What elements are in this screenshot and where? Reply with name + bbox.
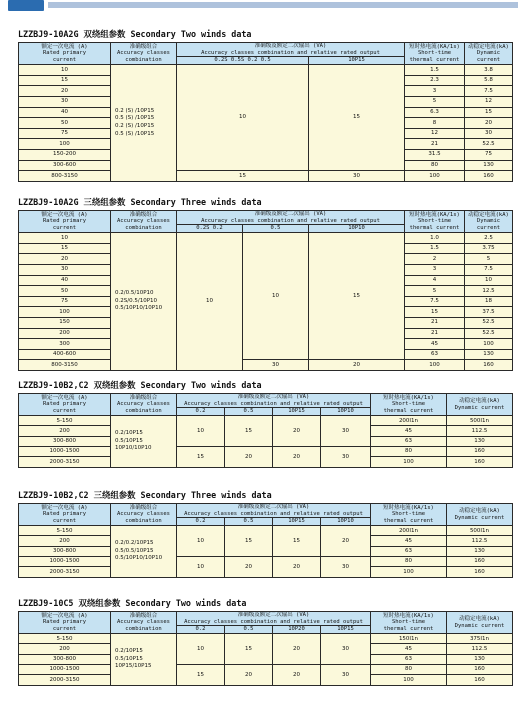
- output-value-cell: 30: [321, 634, 371, 665]
- accuracy-combination-header: 准确级组合 Accuracy classes combination: [111, 211, 177, 233]
- dynamic-current-cell: 160: [447, 675, 513, 685]
- dynamic-current-cell: 160: [447, 557, 513, 567]
- left-margin: [0, 12, 10, 721]
- output-value-cell: 15: [225, 416, 273, 447]
- thermal-current-cell: 80: [405, 160, 465, 171]
- dynamic-current-cell: 7.5: [465, 264, 513, 275]
- accuracy-class-subheader: 0.2S 0.2: [177, 225, 243, 233]
- dynamic-current-header: 动稳定电流(kA) Dynamic current: [465, 43, 513, 65]
- dynamic-current-cell: 130: [447, 436, 513, 446]
- dynamic-current-cell: 3.8: [465, 65, 513, 76]
- dynamic-current-cell: 12.5: [465, 286, 513, 297]
- thermal-current-cell: 80: [371, 665, 447, 675]
- dynamic-current-cell: 130: [465, 349, 513, 360]
- company-logo: [8, 0, 44, 11]
- rated-current-cell: 50: [19, 286, 111, 297]
- rated-current-cell: 40: [19, 275, 111, 286]
- thermal-current-cell: 150I1n: [371, 634, 447, 644]
- accuracy-class-subheader: 10P10: [309, 225, 405, 233]
- rated-current-cell: 2000-3150: [19, 457, 111, 467]
- rated-current-cell: 150: [19, 317, 111, 328]
- section-title: LZZBJ9-10A2G 双绕组参数 Secondary Two winds data: [18, 29, 252, 39]
- thermal-current-cell: 12: [405, 128, 465, 139]
- output-value-cell: 30: [309, 171, 405, 182]
- rated-current-cell: 2000-3150: [19, 567, 111, 577]
- rated-current-cell: 800-3150: [19, 171, 111, 182]
- accuracy-class-subheader: 10P15: [273, 408, 321, 416]
- spec-section: [18, 596, 512, 686]
- thermal-current-cell: 45: [371, 644, 447, 654]
- output-value-cell: 20: [273, 665, 321, 686]
- dynamic-current-cell: 18: [465, 296, 513, 307]
- dynamic-current-cell: 160: [447, 567, 513, 577]
- thermal-current-cell: 63: [371, 546, 447, 556]
- dynamic-current-cell: 112.5: [447, 536, 513, 546]
- dynamic-current-cell: 5: [465, 254, 513, 265]
- thermal-current-header: 短时热电流(KA/1s) Short-time thermal current: [405, 43, 465, 65]
- spec-table: [18, 503, 513, 578]
- thermal-current-cell: 1.0: [405, 233, 465, 244]
- output-value-cell: 20: [273, 634, 321, 665]
- accuracy-class-subheader: 0.2: [177, 518, 225, 526]
- dynamic-current-cell: 130: [447, 654, 513, 664]
- table-row: [19, 360, 513, 371]
- dynamic-current-cell: 7.5: [465, 86, 513, 97]
- rated-current-cell: 300-800: [19, 436, 111, 446]
- output-value-cell: 20: [225, 447, 273, 468]
- accuracy-class-subheader: 10P20: [273, 626, 321, 634]
- rated-current-cell: 400-600: [19, 349, 111, 360]
- section-title: LZZBJ9-10C5 双绕组参数 Secondary Two winds data: [18, 598, 247, 608]
- dynamic-current-cell: 500I1n: [447, 416, 513, 426]
- thermal-current-cell: 100: [371, 567, 447, 577]
- table-row: [19, 447, 513, 457]
- thermal-current-cell: 63: [371, 654, 447, 664]
- accuracy-combination-header: 准确级组合 Accuracy classes combination: [111, 43, 177, 65]
- output-value-cell: 20: [273, 416, 321, 447]
- accuracy-class-subheader: 0.5: [225, 408, 273, 416]
- table-row: [19, 526, 513, 536]
- rated-current-cell: 300-800: [19, 546, 111, 556]
- output-value-cell: 15: [177, 171, 309, 182]
- rated-current-cell: 800-3150: [19, 360, 111, 371]
- output-value-cell: 15: [177, 447, 225, 468]
- output-value-cell: 30: [321, 416, 371, 447]
- rated-current-cell: 300-800: [19, 654, 111, 664]
- thermal-current-cell: 80: [371, 447, 447, 457]
- rated-current-cell: 15: [19, 243, 111, 254]
- header-row: [19, 43, 513, 57]
- rated-current-cell: 20: [19, 86, 111, 97]
- thermal-current-cell: 80: [371, 557, 447, 567]
- thermal-current-cell: 200I1n: [371, 416, 447, 426]
- rated-current-cell: 15: [19, 75, 111, 86]
- dynamic-current-cell: 10: [465, 275, 513, 286]
- rated-current-cell: 10: [19, 233, 111, 244]
- rated-primary-current-header: 额定一次电流 (A) Rated primary current: [19, 394, 111, 416]
- output-value-cell: 30: [321, 447, 371, 468]
- dynamic-current-cell: 160: [465, 360, 513, 371]
- thermal-current-header: 短时热电流(KA/1s) Short-time thermal current: [371, 612, 447, 634]
- thermal-current-cell: 45: [405, 339, 465, 350]
- output-value-cell: 20: [309, 360, 405, 371]
- dynamic-current-cell: 12: [465, 96, 513, 107]
- thermal-current-cell: 1.5: [405, 65, 465, 76]
- rated-primary-current-header: 额定一次电流 (A) Rated primary current: [19, 504, 111, 526]
- rated-output-header: 准确级及额定二次输出 (VA) Accuracy classes combination and relative rated output: [177, 504, 371, 518]
- dynamic-current-cell: 160: [447, 457, 513, 467]
- dynamic-current-cell: 20: [465, 118, 513, 129]
- top-banner: [0, 0, 528, 12]
- table-row: [19, 233, 513, 244]
- rated-current-cell: 200: [19, 644, 111, 654]
- dynamic-current-cell: 500I1n: [447, 526, 513, 536]
- output-value-cell: 10: [177, 557, 225, 578]
- thermal-current-cell: 100: [371, 457, 447, 467]
- output-value-cell: 15: [225, 526, 273, 557]
- dynamic-current-header: 动稳定电流(kA) Dynamic current: [447, 394, 513, 416]
- accuracy-combination-cell: 0.2/0.2/10P15 0.5/0.5/10P15 0.5/10P10/10P10: [111, 526, 177, 577]
- thermal-current-cell: 100: [405, 171, 465, 182]
- thermal-current-cell: 1.5: [405, 243, 465, 254]
- dynamic-current-cell: 160: [465, 171, 513, 182]
- thermal-current-cell: 7.5: [405, 296, 465, 307]
- thermal-current-cell: 200I1n: [371, 526, 447, 536]
- header-band: [48, 2, 518, 8]
- accuracy-combination-header: 准确级组合 Accuracy classes combination: [111, 504, 177, 526]
- thermal-current-cell: 5: [405, 96, 465, 107]
- output-value-cell: 10: [177, 634, 225, 665]
- thermal-current-cell: 3: [405, 264, 465, 275]
- table-row: [19, 634, 513, 644]
- output-value-cell: 10: [177, 233, 243, 371]
- table-row: [19, 665, 513, 675]
- rated-primary-current-header: 额定一次电流 (A) Rated primary current: [19, 612, 111, 634]
- thermal-current-header: 短时热电流(KA/1s) Short-time thermal current: [405, 211, 465, 233]
- dynamic-current-cell: 3.75: [465, 243, 513, 254]
- dynamic-current-cell: 52.5: [465, 139, 513, 150]
- table-row: [19, 65, 513, 76]
- spec-table: [18, 210, 513, 371]
- rated-output-header: 准确级及额定二次输出 (VA) Accuracy classes combination and relative rated output: [177, 43, 405, 57]
- accuracy-class-subheader: 10P15: [309, 57, 405, 65]
- table-row: [19, 557, 513, 567]
- rated-current-cell: 40: [19, 107, 111, 118]
- rated-current-cell: 75: [19, 296, 111, 307]
- rated-current-cell: 100: [19, 307, 111, 318]
- thermal-current-cell: 6.3: [405, 107, 465, 118]
- dynamic-current-cell: 375I1n: [447, 634, 513, 644]
- output-value-cell: 10: [243, 233, 309, 360]
- dynamic-current-cell: 112.5: [447, 426, 513, 436]
- spec-table: [18, 393, 513, 468]
- spec-section: [18, 378, 512, 468]
- rated-current-cell: 300: [19, 339, 111, 350]
- dynamic-current-header: 动稳定电流(kA) Dynamic current: [465, 211, 513, 233]
- header-row: [19, 612, 513, 626]
- output-value-cell: 15: [309, 233, 405, 360]
- accuracy-class-subheader: 0.2: [177, 626, 225, 634]
- output-value-cell: 20: [321, 526, 371, 557]
- header-row: [19, 211, 513, 225]
- accuracy-class-subheader: 0.2S 0.5S 0.2 0.5: [177, 57, 309, 65]
- dynamic-current-cell: 52.5: [465, 328, 513, 339]
- accuracy-class-subheader: 10P15: [273, 518, 321, 526]
- header-row: [19, 394, 513, 408]
- output-value-cell: 20: [225, 665, 273, 686]
- rated-current-cell: 30: [19, 264, 111, 275]
- rated-current-cell: 5-150: [19, 634, 111, 644]
- table-row: [19, 416, 513, 426]
- dynamic-current-cell: 15: [465, 107, 513, 118]
- rated-current-cell: 20: [19, 254, 111, 265]
- spec-section: [18, 195, 512, 371]
- dynamic-current-cell: 30: [465, 128, 513, 139]
- spec-table: [18, 42, 513, 182]
- accuracy-class-subheader: 0.5: [243, 225, 309, 233]
- rated-current-cell: 1000-1500: [19, 665, 111, 675]
- output-value-cell: 15: [273, 526, 321, 557]
- section-title: LZZBJ9-10A2G 三绕组参数 Secondary Three winds data: [18, 197, 262, 207]
- accuracy-class-subheader: 10P10: [321, 408, 371, 416]
- accuracy-class-subheader: 0.2: [177, 408, 225, 416]
- dynamic-current-cell: 130: [447, 546, 513, 556]
- output-value-cell: 30: [321, 665, 371, 686]
- thermal-current-cell: 100: [371, 675, 447, 685]
- output-value-cell: 20: [225, 557, 273, 578]
- spec-section: [18, 27, 512, 182]
- output-value-cell: 30: [243, 360, 309, 371]
- thermal-current-cell: 8: [405, 118, 465, 129]
- output-value-cell: 15: [309, 65, 405, 171]
- accuracy-combination-cell: 0.2/10P15 0.5/10P15 10P15/10P15: [111, 634, 177, 685]
- dynamic-current-header: 动稳定电流(kA) Dynamic current: [447, 504, 513, 526]
- dynamic-current-cell: 160: [447, 665, 513, 675]
- rated-current-cell: 75: [19, 128, 111, 139]
- dynamic-current-cell: 75: [465, 149, 513, 160]
- output-value-cell: 30: [321, 557, 371, 578]
- rated-current-cell: 100: [19, 139, 111, 150]
- header-row: [19, 504, 513, 518]
- spec-table: [18, 611, 513, 686]
- thermal-current-cell: 3: [405, 86, 465, 97]
- output-value-cell: 15: [225, 634, 273, 665]
- thermal-current-cell: 5: [405, 286, 465, 297]
- thermal-current-cell: 100: [405, 360, 465, 371]
- accuracy-class-subheader: 0.5: [225, 518, 273, 526]
- thermal-current-cell: 2.3: [405, 75, 465, 86]
- accuracy-class-subheader: 10P15: [321, 626, 371, 634]
- rated-primary-current-header: 额定一次电流 (A) Rated primary current: [19, 43, 111, 65]
- output-value-cell: 20: [273, 557, 321, 578]
- table-row: [19, 171, 513, 182]
- dynamic-current-cell: 37.5: [465, 307, 513, 318]
- thermal-current-cell: 4: [405, 275, 465, 286]
- output-value-cell: 10: [177, 65, 309, 171]
- rated-current-cell: 10: [19, 65, 111, 76]
- accuracy-class-subheader: 10P10: [321, 518, 371, 526]
- rated-output-header: 准确级及额定二次输出 (VA) Accuracy classes combination and relative rated output: [177, 211, 405, 225]
- thermal-current-cell: 21: [405, 328, 465, 339]
- thermal-current-cell: 45: [371, 536, 447, 546]
- thermal-current-header: 短时热电流(KA/1s) Short-time thermal current: [371, 394, 447, 416]
- accuracy-combination-cell: 0.2/10P15 0.5/10P15 10P10/10P10: [111, 416, 177, 467]
- thermal-current-cell: 21: [405, 317, 465, 328]
- rated-current-cell: 200: [19, 426, 111, 436]
- dynamic-current-cell: 2.5: [465, 233, 513, 244]
- rated-output-header: 准确级及额定二次输出 (VA) Accuracy classes combination and relative rated output: [177, 612, 371, 626]
- rated-current-cell: 1000-1500: [19, 447, 111, 457]
- rated-current-cell: 200: [19, 328, 111, 339]
- rated-current-cell: 5-150: [19, 526, 111, 536]
- rated-primary-current-header: 额定一次电流 (A) Rated primary current: [19, 211, 111, 233]
- output-value-cell: 10: [177, 526, 225, 557]
- output-value-cell: 20: [273, 447, 321, 468]
- thermal-current-cell: 21: [405, 139, 465, 150]
- thermal-current-cell: 15: [405, 307, 465, 318]
- output-value-cell: 15: [177, 665, 225, 686]
- dynamic-current-cell: 112.5: [447, 644, 513, 654]
- rated-current-cell: 300-600: [19, 160, 111, 171]
- dynamic-current-cell: 100: [465, 339, 513, 350]
- spec-section: [18, 488, 512, 578]
- dynamic-current-cell: 52.5: [465, 317, 513, 328]
- dynamic-current-cell: 160: [447, 447, 513, 457]
- thermal-current-cell: 45: [371, 426, 447, 436]
- thermal-current-cell: 63: [405, 349, 465, 360]
- dynamic-current-header: 动稳定电流(kA) Dynamic current: [447, 612, 513, 634]
- accuracy-combination-cell: 0.2 (S) /10P15 0.5 (S) /10P15 0.2 (S) /10P15 0.5 (S) /10P15: [111, 65, 177, 182]
- rated-current-cell: 2000-3150: [19, 675, 111, 685]
- thermal-current-cell: 31.5: [405, 149, 465, 160]
- accuracy-combination-cell: 0.2/0.5/10P10 0.2S/0.5/10P10 0.5/10P10/10P10: [111, 233, 177, 371]
- output-value-cell: 10: [177, 416, 225, 447]
- dynamic-current-cell: 5.8: [465, 75, 513, 86]
- accuracy-class-subheader: 0.5: [225, 626, 273, 634]
- rated-current-cell: 5-150: [19, 416, 111, 426]
- accuracy-combination-header: 准确级组合 Accuracy classes combination: [111, 612, 177, 634]
- thermal-current-header: 短时热电流(KA/1s) Short-time thermal current: [371, 504, 447, 526]
- rated-current-cell: 150-200: [19, 149, 111, 160]
- accuracy-combination-header: 准确级组合 Accuracy classes combination: [111, 394, 177, 416]
- rated-current-cell: 1000-1500: [19, 557, 111, 567]
- section-title: LZZBJ9-10B2,C2 双绕组参数 Secondary Two winds data: [18, 380, 262, 390]
- rated-current-cell: 30: [19, 96, 111, 107]
- thermal-current-cell: 63: [371, 436, 447, 446]
- dynamic-current-cell: 130: [465, 160, 513, 171]
- section-title: LZZBJ9-10B2,C2 三绕组参数 Secondary Three winds data: [18, 490, 272, 500]
- rated-current-cell: 50: [19, 118, 111, 129]
- thermal-current-cell: 2: [405, 254, 465, 265]
- rated-output-header: 准确级及额定二次输出 (VA) Accuracy classes combination and relative rated output: [177, 394, 371, 408]
- rated-current-cell: 200: [19, 536, 111, 546]
